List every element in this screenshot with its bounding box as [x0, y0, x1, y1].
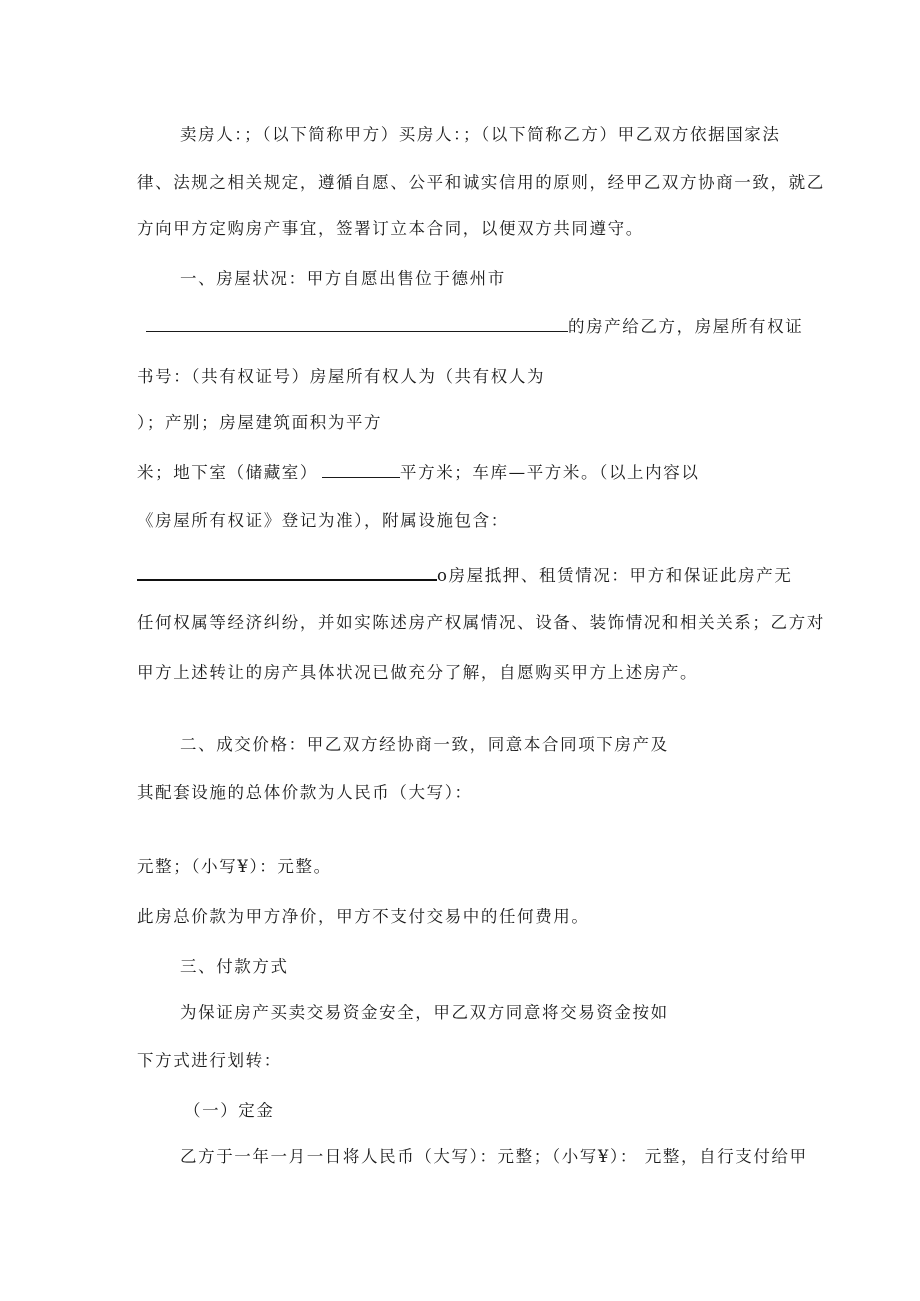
paragraph-line: 《房屋所有权证》登记为准），附属设施包含： — [137, 511, 509, 530]
paragraph-line: 元整；（小写¥）：元整。 — [137, 857, 332, 876]
line-text: 平方米；车库—平方米。（以上内容以 — [400, 463, 700, 482]
section-heading: 三、付款方式 — [180, 957, 289, 976]
paragraph-line: 书号：（共有权证号）房屋所有权人为（共有权人为 — [137, 367, 546, 386]
line-text: 米；地下室（储藏室） — [137, 463, 318, 482]
paragraph-line: 卖房人：；（以下简称甲方）买房人：；（以下简称乙方）甲乙双方依据国家法 — [180, 125, 781, 144]
fill-blank — [137, 564, 437, 581]
paragraph-line: 甲方上述转让的房产具体状况已做充分了解，自愿购买甲方上述房产。 — [137, 663, 699, 682]
paragraph-line: 下方式进行划转： — [137, 1051, 282, 1070]
paragraph-line: 乙方于一年一月一日将人民币（大写）：元整；（小写¥）： 元整，自行支付给甲 — [180, 1147, 808, 1166]
paragraph-line: 此房总价款为甲方净价，甲方不支付交易中的任何费用。 — [137, 907, 590, 926]
fill-blank — [322, 462, 400, 478]
paragraph-line — [137, 462, 699, 484]
paragraph-line: 为保证房产买卖交易资金安全，甲乙双方同意将交易资金按如 — [180, 1003, 669, 1022]
paragraph-line: 律、法规之相关规定，遵循自愿、公平和诚实信用的原则，经甲乙双方协商一致，就乙 — [137, 173, 825, 192]
paragraph-line: ）；产别；房屋建筑面积为平方 — [137, 413, 383, 432]
paragraph-line — [137, 564, 792, 587]
paragraph-line — [146, 316, 803, 338]
fill-blank — [146, 316, 568, 332]
section-heading: 二、成交价格：甲乙双方经协商一致，同意本合同项下房产及 — [180, 735, 669, 754]
subsection-heading: （一）定金 — [184, 1101, 275, 1120]
section-heading: 一、房屋状况：甲方自愿出售位于德州市 — [180, 269, 506, 288]
paragraph-line: 其配套设施的总体价款为人民币（大写）： — [137, 783, 473, 802]
paragraph-line: 方向甲方定购房产事宜，签署订立本合同，以便双方共同遵守。 — [137, 219, 644, 238]
paragraph-line: 任何权属等经济纠纷，并如实陈述房产权属情况、设备、装饰情况和相关关系；乙方对 — [137, 613, 825, 632]
line-text: o房屋抵押、租赁情况：甲方和保证此房产无 — [437, 566, 793, 585]
line-text: 的房产给乙方，房屋所有权证 — [568, 317, 804, 336]
